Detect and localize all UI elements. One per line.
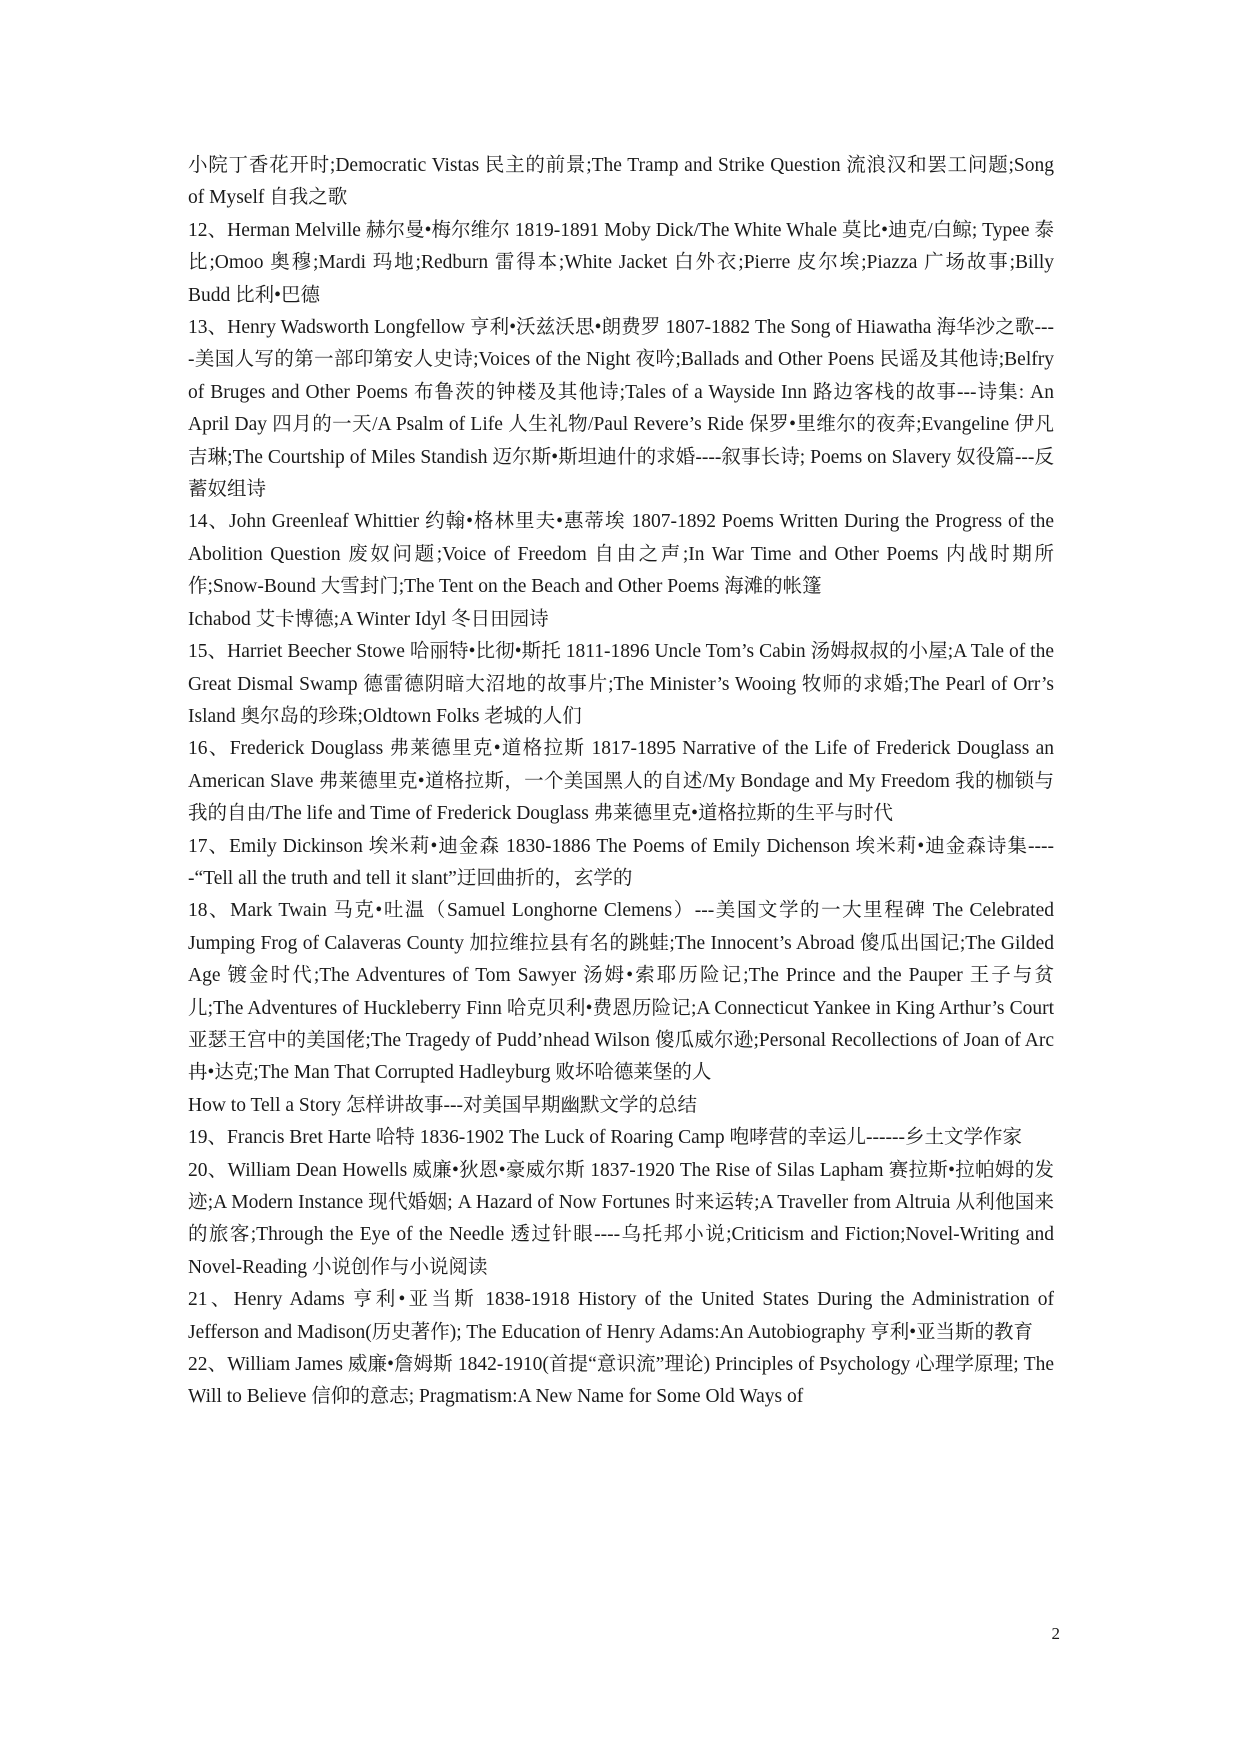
paragraph: 19、Francis Bret Harte 哈特 1836-1902 The Luck of Roaring Camp 咆哮营的幸运儿------乡土文学作家 [188, 1127, 1023, 1149]
paragraph: 12、Herman Melville 赫尔曼•梅尔维尔 1819-1891 Moby Dick/The White Whale 莫比•迪克/白鲸; Typee 泰比;Omoo 奥穆;Mardi 玛地;Redburn 雷得本;White Jacket 白外衣;Pierre 皮尔埃;Piazza 广场故事;Billy Budd 比利•巴德 [188, 219, 1054, 306]
paragraph: 20、William Dean Howells 威廉•狄恩•豪威尔斯 1837-1920 The Rise of Silas Lapham 赛拉斯•拉帕姆的发迹;A Modern Instance 现代婚姻; A Hazard of Now Fortunes 时来运转;A Traveller from Altruia 从利他国来的旅客;Through the Eye of the Needle 透过针眼----乌托邦小说;Criticism and Fiction;Novel-Writing and Novel-Reading 小说创作与小说阅读 [188, 1159, 1054, 1278]
paragraph: 22、William James 威廉•詹姆斯 1842-1910(首提“意识流”理论) Principles of Psychology 心理学原理; The Will to Believe 信仰的意志; Pragmatism:A New Name for Some Old Ways of [188, 1354, 1054, 1408]
paragraph: 14、John Greenleaf Whittier 约翰•格林里夫•惠蒂埃 1807-1892 Poems Written During the Progress of the Abolition Question 废奴问题;Voice of Freedom 自由之声;In War Time and Other Poems 内战时期所作;Snow-Bound 大雪封门;The Tent on the Beach and Other Poems 海滩的帐篷 [188, 511, 1054, 598]
page-number: 2 [1051, 1624, 1060, 1643]
paragraph: 17、Emily Dickinson 埃米莉•迪金森 1830-1886 The Poems of Emily Dichenson 埃米莉•迪金森诗集-----“Tell all the truth and tell it slant”迂回曲折的，玄学的 [188, 835, 1054, 889]
paragraph: Ichabod 艾卡博德;A Winter Idyl 冬日田园诗 [188, 608, 549, 630]
paragraph: 15、Harriet Beecher Stowe 哈丽特•比彻•斯托 1811-1896 Uncle Tom’s Cabin 汤姆叔叔的小屋;A Tale of the Great Dismal Swamp 德雷德阴暗大沼地的故事片;The Minister’s Wooing 牧师的求婚;The Pearl of Orr’s Island 奥尔岛的珍珠;Oldtown Folks 老城的人们 [188, 641, 1054, 727]
paragraph: 18、Mark Twain 马克•吐温（Samuel Longhorne Clemens）---美国文学的一大里程碑 The Celebrated Jumping Frog of Calaveras County 加拉维拉县有名的跳蛙;The Innocent’s Abroad 傻瓜出国记;The Gilded Age 镀金时代;The Adventures of Tom Sawyer 汤姆•索耶历险记;The Prince and the Pauper 王子与贫儿;The Adventures of Huckleberry Finn 哈克贝利•费恩历险记;A Connecticut Yankee in King Arthur’s Court 亚瑟王宫中的美国佬;The Tragedy of Pudd’nhead Wilson 傻瓜威尔逊;Personal Recollections of Joan of Arc 冉•达克;The Man That Corrupted Hadleyburg 败坏哈德莱堡的人 [188, 900, 1054, 1084]
paragraph: 16、Frederick Douglass 弗莱德里克•道格拉斯 1817-1895 Narrative of the Life of Frederick Douglass an American Slave 弗莱德里克•道格拉斯，一个美国黑人的自述/My Bondage and My Freedom 我的枷锁与我的自由/The life and Time of Frederick Douglass 弗莱德里克•道格拉斯的生平与时代 [188, 738, 1054, 825]
document-body [188, 150, 1054, 1414]
paragraph: 小院丁香花开时;Democratic Vistas 民主的前景;The Tramp and Strike Question 流浪汉和罢工问题;Song of Myself 自我之歌 [188, 155, 1054, 209]
paragraph: 21、Henry Adams 亨利•亚当斯 1838-1918 History of the United States During the Administration of Jefferson and Madison(历史著作); The Education of Henry Adams:An Autobiography 亨利•亚当斯的教育 [188, 1289, 1054, 1343]
paragraph: How to Tell a Story 怎样讲故事---对美国早期幽默文学的总结 [188, 1094, 698, 1116]
paragraph: 13、Henry Wadsworth Longfellow 亨利•沃兹沃思•朗费罗 1807-1882 The Song of Hiawatha 海华沙之歌----美国人写的第一部印第安人史诗;Voices of the Night 夜吟;Ballads and Other Poens 民谣及其他诗;Belfry of Bruges and Other Poems 布鲁茨的钟楼及其他诗;Tales of a Wayside Inn 路边客栈的故事---诗集: An April Day 四月的一天/A Psalm of Life 人生礼物/Paul Revere’s Ride 保罗•里维尔的夜奔;Evangeline 伊凡吉琳;The Courtship of Miles Standish 迈尔斯•斯坦迪什的求婚----叙事长诗; Poems on Slavery 奴役篇---反蓄奴组诗 [188, 317, 1054, 501]
